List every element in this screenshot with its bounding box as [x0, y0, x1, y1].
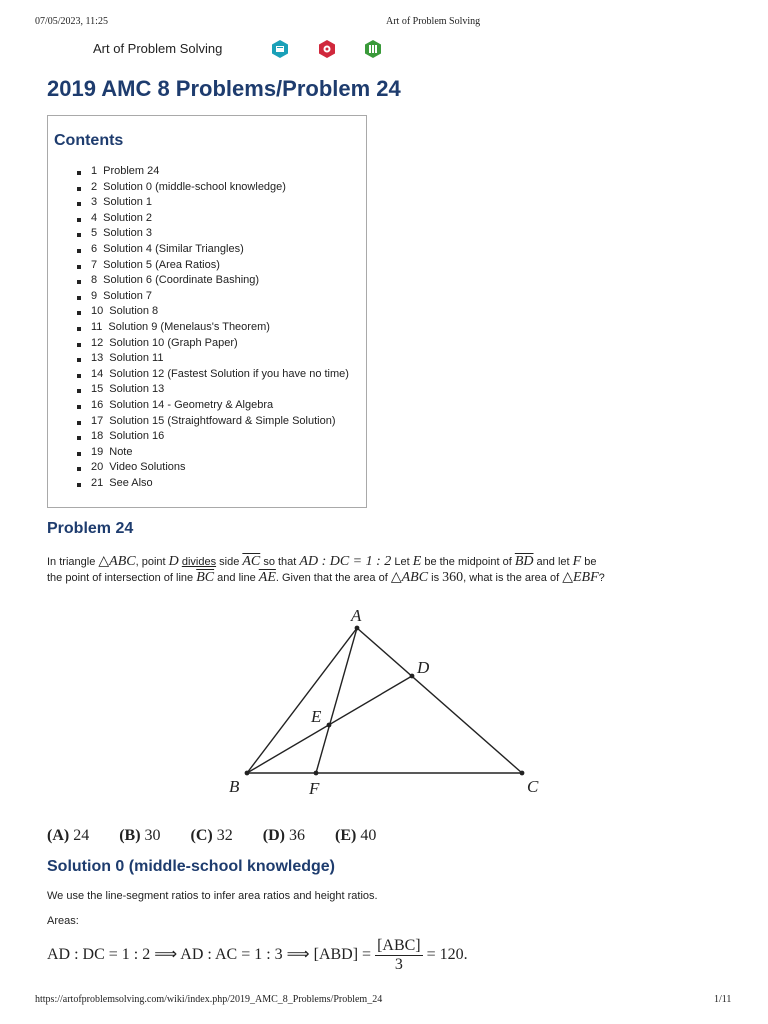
label-d: D [417, 658, 430, 677]
print-date: 07/05/2023, 11:25 [35, 16, 108, 27]
solution-0-intro: We use the line-segment ratios to infer area ratios and height ratios. [47, 890, 378, 902]
answer-choices [47, 827, 402, 845]
page-title: 2019 AMC 8 Problems/Problem 24 [47, 76, 401, 101]
print-title: Art of Problem Solving [386, 16, 481, 27]
label-e: E [311, 707, 322, 726]
problem-statement-line-1: In triangle △ABC, point D divides side $\overline{AC}$ so that AD : DC = 1 : 2 Let E be the midpoint of $\overline{BD}$ and let F be [47, 554, 597, 569]
toc-item[interactable]: 9 Solution 7 [78, 289, 349, 305]
toc-item[interactable]: 2 Solution 0 (middle-school knowledge) [78, 180, 349, 196]
label-a: A [351, 606, 362, 625]
alcumus-icon[interactable] [317, 39, 337, 59]
toc-item[interactable]: 14 Solution 12 (Fastest Solution if you have no time) [78, 367, 349, 383]
point-b [245, 771, 250, 776]
print-url: https://artofproblemsolving.com/wiki/index.php/2019_AMC_8_Problems/Problem_24 [35, 994, 383, 1005]
toc-item[interactable]: 21 See Also [78, 476, 349, 492]
areas-label: Areas: [47, 915, 79, 927]
point-a [355, 626, 360, 631]
choice-e: (E) 40 [334, 827, 377, 844]
table-of-contents [47, 115, 367, 508]
point-c [520, 771, 525, 776]
point-f [314, 771, 319, 776]
toc-item[interactable]: 11 Solution 9 (Menelaus's Theorem) [78, 320, 349, 336]
toc-item[interactable]: 10 Solution 8 [78, 304, 349, 320]
toc-item[interactable]: 15 Solution 13 [78, 382, 349, 398]
toc-item[interactable]: 6 Solution 4 (Similar Triangles) [78, 242, 349, 258]
library-icon[interactable] [363, 39, 383, 59]
triangle-figure [220, 600, 560, 805]
toc-item[interactable]: 12 Solution 10 (Graph Paper) [78, 336, 349, 352]
problem-statement-line-2: the point of intersection of line $\overline{BC}$ and line $\overline{AE}$. Given that the area of △ABC is 360, what is the area of △EBF? [47, 570, 605, 585]
label-b: B [229, 777, 240, 796]
aops-icon[interactable] [270, 39, 290, 59]
segment-ac [357, 628, 522, 773]
toc-item[interactable]: 17 Solution 15 (Straightfoward & Simple Solution) [78, 414, 349, 430]
area-equation: AD : DC = 1 : 2 ⟹ AD : AC = 1 : 3 ⟹ [ABD] = $\frac{\text{[ABC]}}{3}$ = 120. [47, 937, 468, 973]
toc-item[interactable]: 19 Note [78, 445, 349, 461]
label-f: F [309, 779, 320, 798]
toc-item[interactable]: 13 Solution 11 [78, 351, 349, 367]
print-page-number: 1/11 [714, 994, 732, 1005]
point-d [410, 674, 415, 679]
label-c: C [527, 777, 539, 796]
segment-ab [247, 628, 357, 773]
point-e [327, 723, 332, 728]
toc-title: Contents [54, 132, 124, 149]
toc-item[interactable]: 18 Solution 16 [78, 429, 349, 445]
toc-item[interactable]: 16 Solution 14 - Geometry & Algebra [78, 398, 349, 414]
toc-item[interactable]: 4 Solution 2 [78, 211, 349, 227]
toc-item[interactable]: 7 Solution 5 (Area Ratios) [78, 258, 349, 274]
choice-d: (D) 36 [262, 827, 305, 844]
toc-item[interactable]: 1 Problem 24 [78, 164, 349, 180]
solution-0-heading: Solution 0 (middle-school knowledge) [47, 858, 336, 875]
toc-item[interactable]: 8 Solution 6 (Coordinate Bashing) [78, 273, 349, 289]
choice-c: (C) 32 [190, 827, 233, 844]
toc-list [78, 164, 349, 491]
choice-b: (B) 30 [119, 827, 161, 844]
choice-a: (A) 24 [47, 827, 90, 844]
site-name-link[interactable]: Art of Problem Solving [93, 41, 223, 56]
segment-af [316, 628, 357, 773]
problem-heading: Problem 24 [47, 520, 134, 537]
toc-item[interactable]: 5 Solution 3 [78, 226, 349, 242]
toc-item[interactable]: 20 Video Solutions [78, 460, 349, 476]
divides-link[interactable]: divides [181, 556, 217, 568]
toc-item[interactable]: 3 Solution 1 [78, 195, 349, 211]
